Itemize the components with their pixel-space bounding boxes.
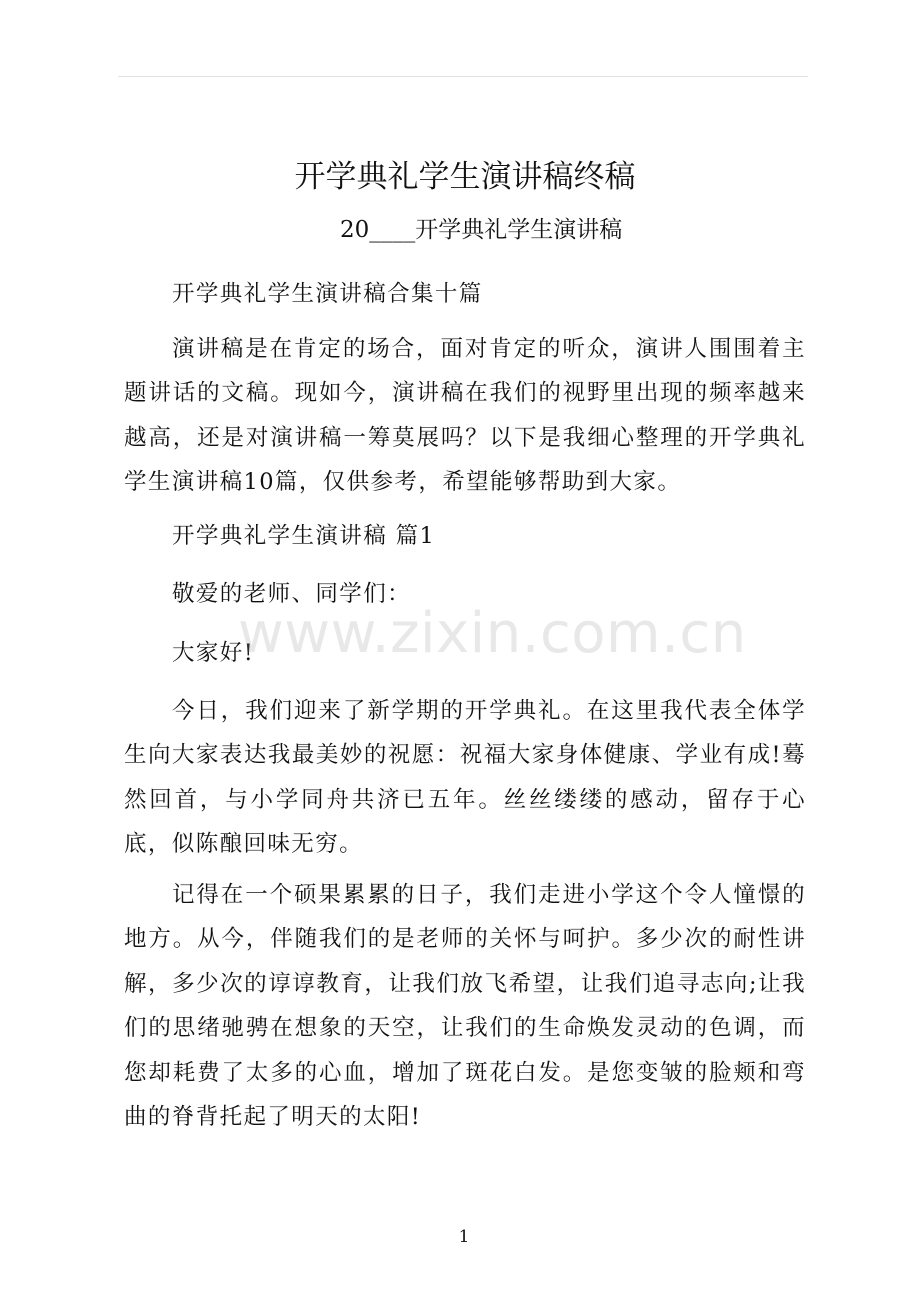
paragraph-greeting: 大家好! (172, 640, 255, 666)
page-number: 1 (458, 1227, 470, 1247)
header-divider (118, 76, 808, 77)
paragraph-body-1: 今日，我们迎来了新学期的开学典礼。在这里我代表全体学生向大家表达我最美妙的祝愿：祝福大家身体健康、学业有成!蓦然回首，与小学同舟共济已五年。丝丝缕缕的感动，留存于心底，似陈酿回味无穷。 (124, 698, 806, 858)
paragraph-salutation: 敬爱的老师、同学们： (172, 581, 412, 607)
paragraph-section-heading: 开学典礼学生演讲稿 篇1 (172, 523, 436, 549)
watermark: www.zixin.com.cn (238, 601, 747, 666)
document-subtitle: 20____开学典礼学生演讲稿 (340, 217, 623, 243)
paragraph-body-2: 记得在一个硕果累累的日子，我们走进小学这个令人憧憬的地方。从今，伴随我们的是老师的关怀与呵护。多少次的耐性讲解，多少次的谆谆教育，让我们放飞希望，让我们追寻志向;让我们的思绪驰骋在想象的天空，让我们的生命焕发灵动的色调，而您却耗费了太多的心血，增加了斑花白发。是您变皱的脸颊和弯曲的脊背托起了明天的太阳! (124, 882, 806, 1131)
paragraph-intro: 演讲稿是在肯定的场合，面对肯定的听众，演讲人围围着主题讲话的文稿。现如今，演讲稿在我们的视野里出现的频率越来越高，还是对演讲稿一筹莫展吗？以下是我细心整理的开学典礼学生演讲稿10篇，仅供参考，希望能够帮助到大家。 (124, 336, 806, 496)
paragraph-collection-heading: 开学典礼学生演讲稿合集十篇 (172, 281, 483, 307)
document-title: 开学典礼学生演讲稿终稿 (294, 159, 636, 195)
